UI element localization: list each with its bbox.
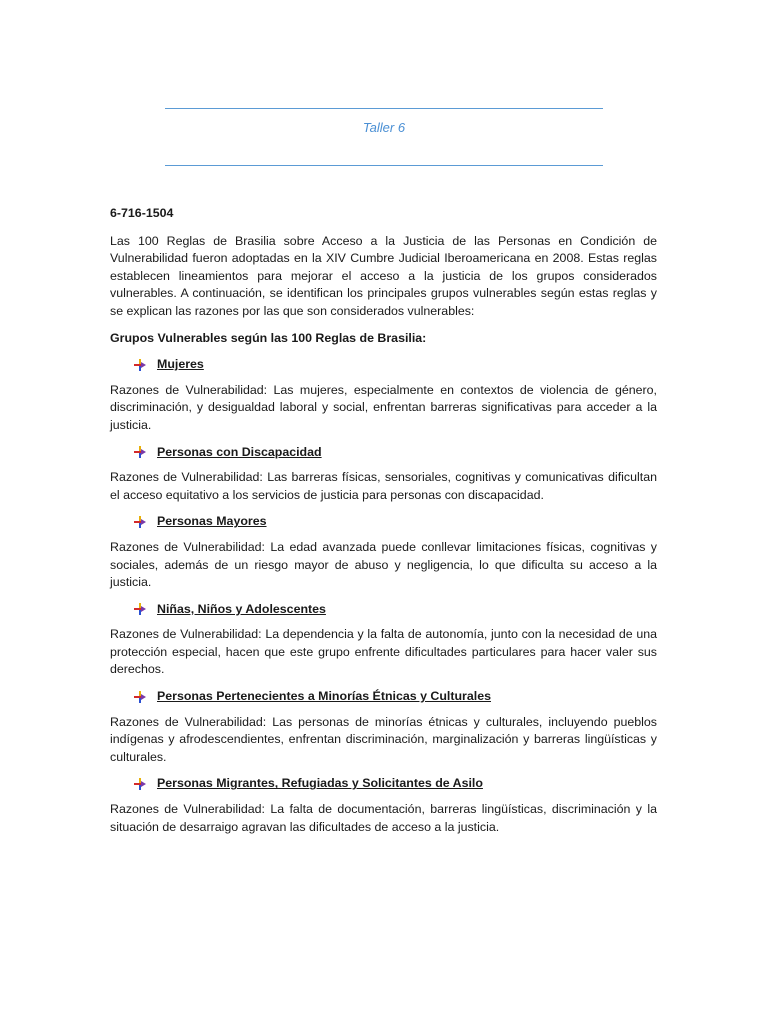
- arrow-bullet-icon: [134, 359, 146, 371]
- group-reason: Razones de Vulnerabilidad: La dependencia y la falta de autonomía, junto con la necesidad de una protección especial, hacen que este grupo enfrente dificultades particulares para hacer valer sus derechos.: [110, 627, 657, 677]
- intro-paragraph: Las 100 Reglas de Brasilia sobre Acceso a la Justicia de las Personas en Condición de Vulnerabilidad fueron adoptadas en la XIV Cumbre Judicial Iberoamericana en 2008. Estas reglas establecen lineamientos para mejorar el acceso a la justicia de los grupos considerados vulnerables. A continuación, se identifican los principales grupos vulnerables según estas reglas y se explican las razones por las que son considerados vulnerables:: [110, 233, 657, 318]
- group-name: Personas Migrantes, Refugiadas y Solicitantes de Asilo: [157, 776, 483, 791]
- page-title: Taller 6: [362, 120, 406, 135]
- arrow-bullet-icon: [134, 691, 146, 703]
- group-heading: [110, 356, 657, 374]
- group-heading: [110, 688, 657, 706]
- groups-list: [110, 356, 657, 836]
- document-body: [110, 205, 657, 845]
- arrow-bullet-icon: [134, 603, 146, 615]
- group-name: Personas Mayores: [157, 514, 267, 529]
- arrow-bullet-icon: [134, 516, 146, 528]
- group-heading: [110, 601, 657, 619]
- group-reason: Razones de Vulnerabilidad: La edad avanzada puede conllevar limitaciones físicas, cognitivas y sociales, además de un riesgo mayor de abuso y negligencia, lo que dificulta su acceso a la justicia.: [110, 539, 657, 590]
- group-heading: [110, 444, 657, 462]
- group-reason: Razones de Vulnerabilidad: Las mujeres, especialmente en contextos de violencia de género, discriminación, y desigualdad laboral y social, enfrentan barreras significativas para acceder a la justicia.: [110, 382, 657, 432]
- group-name: Personas con Discapacidad: [157, 444, 322, 459]
- group-reason: Razones de Vulnerabilidad: Las personas de minorías étnicas y culturales, incluyendo pueblos indígenas y afrodescendientes, enfrentan discriminación, marginalización y barreras lingüísticas y culturales.: [110, 714, 657, 764]
- section-heading: Grupos Vulnerables según las 100 Reglas de Brasilia:: [110, 330, 427, 345]
- document-id: 6-716-1504: [110, 206, 174, 220]
- group-heading: [110, 513, 657, 531]
- group-name: Personas Pertenecientes a Minorías Étnicas y Culturales: [157, 689, 491, 704]
- arrow-bullet-icon: [134, 778, 146, 790]
- group-name: Mujeres: [157, 357, 204, 372]
- group-name: Niñas, Niños y Adolescentes: [157, 601, 326, 616]
- arrow-bullet-icon: [134, 446, 146, 458]
- group-reason: Razones de Vulnerabilidad: Las barreras físicas, sensoriales, cognitivas y comunicativas dificultan el acceso equitativo a los servicios de justicia para personas con discapacidad.: [110, 470, 657, 502]
- group-reason: Razones de Vulnerabilidad: La falta de documentación, barreras lingüísticas, discriminación y la situación de desarraigo agravan las dificultades de acceso a la justicia.: [110, 802, 657, 834]
- title-top-rule: [165, 108, 603, 109]
- group-heading: [110, 775, 657, 793]
- title-block: [165, 106, 603, 168]
- title-bottom-rule: [165, 165, 603, 166]
